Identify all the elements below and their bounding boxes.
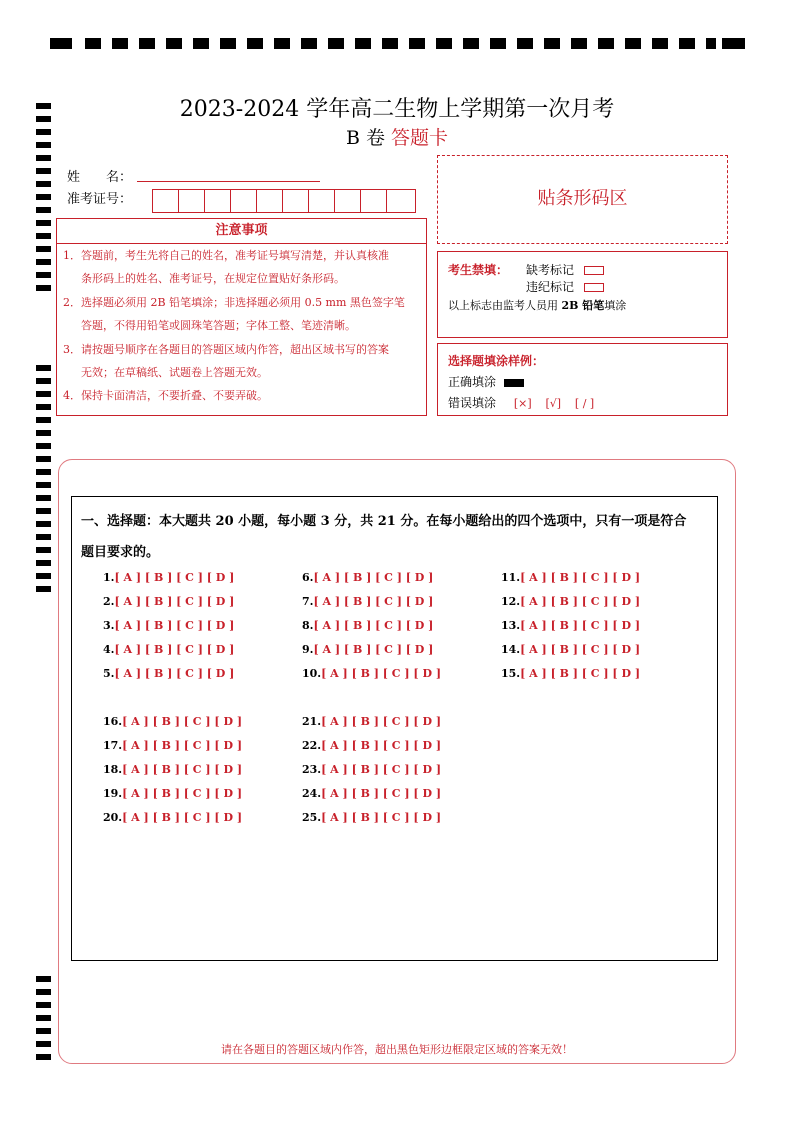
- question-row[interactable]: [103, 811, 242, 824]
- question-row[interactable]: [103, 787, 242, 800]
- answer-options[interactable]: [ A ] [ B ] [ C ] [ D ]: [321, 811, 442, 824]
- question-row[interactable]: [501, 667, 640, 680]
- page-title: 2023-2024 学年高二生物上学期第一次月考: [179, 97, 615, 122]
- answer-options[interactable]: [ A ] [ B ] [ C ] [ D ]: [114, 667, 235, 680]
- question-number: 5.: [103, 667, 115, 680]
- notice-item: 3．请按题号顺序在各题目的答题区域内作答，超出区域书写的答案: [63, 343, 389, 356]
- question-number: 9.: [302, 643, 314, 656]
- correct-fill-label: 正确填涂: [448, 375, 497, 389]
- answer-options[interactable]: [ A ] [ B ] [ C ] [ D ]: [122, 715, 243, 728]
- answer-options[interactable]: [ A ] [ B ] [ C ] [ D ]: [114, 643, 235, 656]
- violation-mark-label: 违纪标记: [526, 280, 575, 294]
- absent-mark-label: 缺考标记: [526, 263, 575, 277]
- question-row[interactable]: [103, 571, 234, 584]
- answer-options[interactable]: [ A ] [ B ] [ C ] [ D ]: [321, 787, 442, 800]
- notice-item: 4．保持卡面清洁，不要折叠、不要弄破。: [63, 389, 268, 402]
- question-row[interactable]: [501, 595, 640, 608]
- notice-box: [56, 218, 427, 416]
- question-row[interactable]: [103, 739, 242, 752]
- question-row[interactable]: [302, 763, 441, 776]
- question-row[interactable]: [302, 739, 441, 752]
- answer-options[interactable]: [ A ] [ B ] [ C ] [ D ]: [122, 811, 243, 824]
- question-row[interactable]: [501, 643, 640, 656]
- question-number: 20.: [103, 811, 123, 824]
- notice-item: 条形码上的姓名、准考证号，在规定位置贴好条形码。: [81, 272, 345, 285]
- question-number: 6.: [302, 571, 314, 584]
- question-number: 18.: [103, 763, 123, 776]
- footer-note: 请在各题目的答题区域内作答，超出黑色矩形边框限定区域的答案无效！: [221, 1043, 573, 1056]
- notice-item: 1．答题前，考生先将自己的姓名，准考证号填写清楚，并认真核准: [63, 249, 389, 262]
- name-label: 姓 名：: [67, 170, 133, 185]
- question-number: 2.: [103, 595, 115, 608]
- question-number: 22.: [302, 739, 322, 752]
- wrong-fill-label: 错误填涂: [448, 396, 497, 410]
- choice-section-frame: [71, 496, 718, 961]
- question-number: 21.: [302, 715, 322, 728]
- absent-mark-box[interactable]: [584, 266, 604, 275]
- question-row[interactable]: [302, 643, 433, 656]
- fill-sample-title: 选择题填涂样例：: [448, 354, 545, 368]
- section-title-cont: 题目要求的。: [81, 545, 160, 560]
- question-number: 24.: [302, 787, 322, 800]
- question-row[interactable]: [302, 571, 433, 584]
- question-number: 10.: [302, 667, 322, 680]
- notice-heading: 注意事项: [57, 219, 426, 244]
- question-row[interactable]: [103, 667, 234, 680]
- answer-options[interactable]: [ A ] [ B ] [ C ] [ D ]: [114, 595, 235, 608]
- question-number: 14.: [501, 643, 521, 656]
- question-row[interactable]: [103, 643, 234, 656]
- question-number: 25.: [302, 811, 322, 824]
- id-label: 准考证号：: [67, 192, 133, 207]
- question-number: 13.: [501, 619, 521, 632]
- answer-options[interactable]: [ A ] [ B ] [ C ] [ D ]: [520, 595, 641, 608]
- question-number: 16.: [103, 715, 123, 728]
- answer-options[interactable]: [ A ] [ B ] [ C ] [ D ]: [313, 619, 434, 632]
- answer-options[interactable]: [ A ] [ B ] [ C ] [ D ]: [122, 739, 243, 752]
- correct-fill-sample: [504, 379, 524, 387]
- barcode-area: 贴条形码区: [437, 155, 728, 244]
- question-row[interactable]: [501, 619, 640, 632]
- question-row[interactable]: [103, 595, 234, 608]
- correct-fill-row: [448, 373, 524, 390]
- answer-options[interactable]: [ A ] [ B ] [ C ] [ D ]: [520, 667, 641, 680]
- violation-mark-row: [526, 278, 604, 295]
- page-subtitle: [0, 123, 794, 150]
- answer-options[interactable]: [ A ] [ B ] [ C ] [ D ]: [313, 643, 434, 656]
- wrong-fill-sample: [×]: [513, 397, 532, 410]
- examiner-only-title: 考生禁填：: [448, 263, 509, 277]
- question-row[interactable]: [103, 619, 234, 632]
- absent-mark-row: [526, 261, 604, 278]
- answer-options[interactable]: [ A ] [ B ] [ C ] [ D ]: [321, 739, 442, 752]
- examiner-only-box: [437, 251, 728, 338]
- question-number: 4.: [103, 643, 115, 656]
- paper-version: B 卷: [345, 127, 385, 149]
- answer-options[interactable]: [ A ] [ B ] [ C ] [ D ]: [321, 763, 442, 776]
- answer-options[interactable]: [ A ] [ B ] [ C ] [ D ]: [114, 571, 235, 584]
- question-row[interactable]: [302, 715, 441, 728]
- wrong-fill-sample: [√]: [545, 397, 562, 410]
- answer-options[interactable]: [ A ] [ B ] [ C ] [ D ]: [321, 715, 442, 728]
- notice-item: 答题，不得用铅笔或圆珠笔答题；字体工整、笔迹清晰。: [81, 319, 356, 332]
- name-field[interactable]: [137, 181, 320, 182]
- notice-item: 无效；在草稿纸、试题卷上答题无效。: [81, 366, 268, 379]
- question-number: 11.: [501, 571, 521, 584]
- answer-options[interactable]: [ A ] [ B ] [ C ] [ D ]: [520, 619, 641, 632]
- question-number: 1.: [103, 571, 115, 584]
- question-row[interactable]: [302, 595, 433, 608]
- answer-options[interactable]: [ A ] [ B ] [ C ] [ D ]: [114, 619, 235, 632]
- answer-options[interactable]: [ A ] [ B ] [ C ] [ D ]: [520, 643, 641, 656]
- section-title: 一、选择题：本大题共 20 小题，每小题 3 分，共 21 分。在每小题给出的四个选项中，只有一项是符合: [81, 514, 687, 529]
- top-timing-marks: [50, 38, 745, 50]
- answer-options[interactable]: [ A ] [ B ] [ C ] [ D ]: [122, 763, 243, 776]
- question-number: 8.: [302, 619, 314, 632]
- question-number: 19.: [103, 787, 123, 800]
- question-row[interactable]: [103, 715, 242, 728]
- question-number: 23.: [302, 763, 322, 776]
- answer-options[interactable]: [ A ] [ B ] [ C ] [ D ]: [313, 595, 434, 608]
- question-row[interactable]: [501, 571, 640, 584]
- notice-item: 2．选择题必须用 2B 铅笔填涂；非选择题必须用 0.5 mm 黑色签字笔: [63, 296, 405, 309]
- question-row[interactable]: [103, 763, 242, 776]
- answer-options[interactable]: [ A ] [ B ] [ C ] [ D ]: [520, 571, 641, 584]
- question-number: 15.: [501, 667, 521, 680]
- question-number: 3.: [103, 619, 115, 632]
- question-row[interactable]: [302, 667, 441, 680]
- answer-options[interactable]: [ A ] [ B ] [ C ] [ D ]: [122, 787, 243, 800]
- question-row[interactable]: [302, 787, 441, 800]
- wrong-fill-sample: [ / ]: [574, 397, 595, 410]
- violation-mark-box[interactable]: [584, 283, 604, 292]
- question-number: 7.: [302, 595, 314, 608]
- examiner-note: 以上标志由监考人员用 2B 铅笔填涂: [448, 299, 627, 312]
- question-row[interactable]: [302, 619, 433, 632]
- question-number: 12.: [501, 595, 521, 608]
- answer-options[interactable]: [ A ] [ B ] [ C ] [ D ]: [321, 667, 442, 680]
- wrong-fill-row: [448, 394, 594, 411]
- fill-sample-box: [437, 343, 728, 416]
- question-number: 17.: [103, 739, 123, 752]
- answer-options[interactable]: [ A ] [ B ] [ C ] [ D ]: [313, 571, 434, 584]
- answer-card-label: 答题卡: [391, 127, 449, 149]
- question-row[interactable]: [302, 811, 441, 824]
